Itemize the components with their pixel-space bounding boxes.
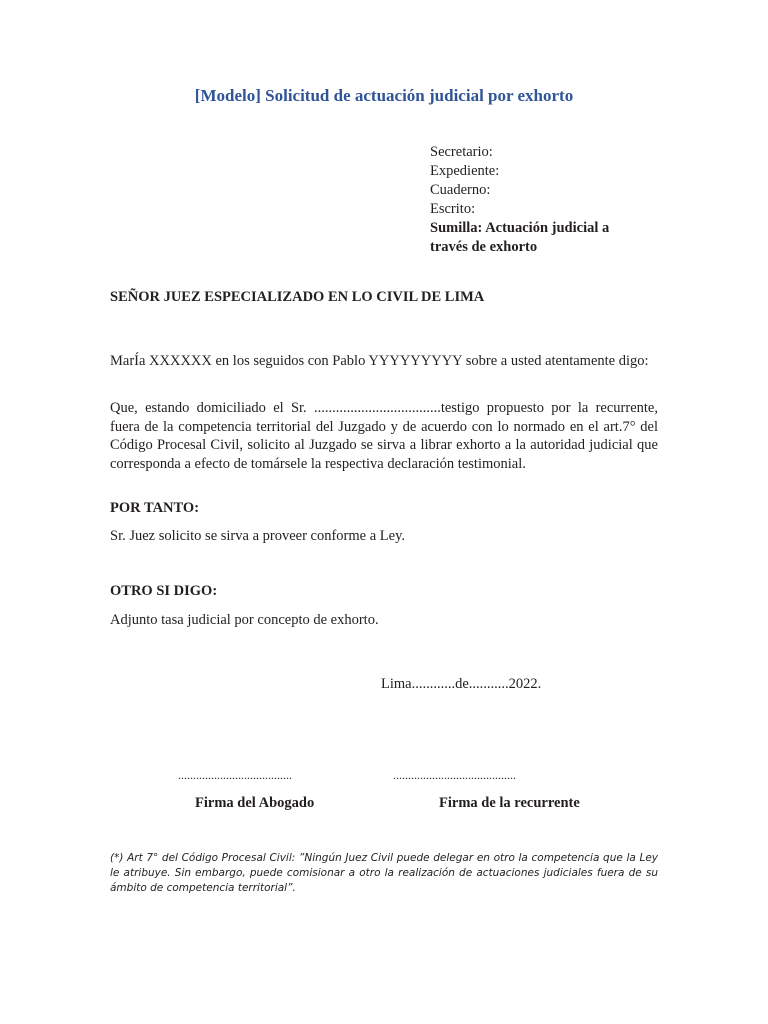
expediente-label: Expediente: [430, 163, 500, 179]
lawyer-signature-line: ...................................... [178, 768, 292, 782]
escrito-label: Escrito: [430, 201, 476, 217]
sumilla-line-1: Sumilla: Actuación judicial a [430, 220, 610, 236]
cuaderno-label: Cuaderno: [430, 182, 491, 198]
por-tanto-text: Sr. Juez solicito se sirva a proveer conforme a Ley. [110, 528, 405, 544]
lawyer-signature-label: Firma del Abogado [195, 795, 315, 811]
footnote: (*) Art 7° del Código Procesal Civil: ”Ningún Juez Civil puede delegar en otro la competencia que la Ley le atribuye. Sin embargo, puede comisionar a otro la realización de actuaciones judiciales fuera de su ámbito de competencia territorial”. [110, 852, 658, 894]
secretario-label: Secretario: [430, 144, 493, 160]
body-paragraph: Que, estando domiciliado el Sr. ...................................testigo propuesto por la recurrente, fuera de la competencia territorial del Juzgado y de acuerdo con lo normado en el art.7° del Código Procesal Civil, solicito al Juzgado se sirva a librar exhorto a la autoridad judicial que corresponda a efecto de tomársele la respectiva declaración testimonial. [110, 400, 658, 472]
sumilla-line-2: través de exhorto [430, 239, 538, 255]
applicant-signature-line: ......................................... [393, 768, 516, 782]
case-header [430, 143, 645, 257]
intro-paragraph: MarÍa XXXXXX en los seguidos con Pablo YYYYYYYYY sobre a usted atentamente digo: [110, 353, 649, 369]
applicant-signature-label: Firma de la recurrente [439, 795, 580, 811]
date-line: Lima............de...........2022. [381, 676, 542, 692]
addressee: SEÑOR JUEZ ESPECIALIZADO EN LO CIVIL DE LIMA [110, 289, 485, 305]
otro-si-text: Adjunto tasa judicial por concepto de exhorto. [110, 612, 379, 628]
document-title: [Modelo] Solicitud de actuación judicial por exhorto [194, 86, 574, 105]
por-tanto-heading: POR TANTO: [110, 500, 200, 516]
otro-si-heading: OTRO SI DIGO: [110, 583, 218, 599]
